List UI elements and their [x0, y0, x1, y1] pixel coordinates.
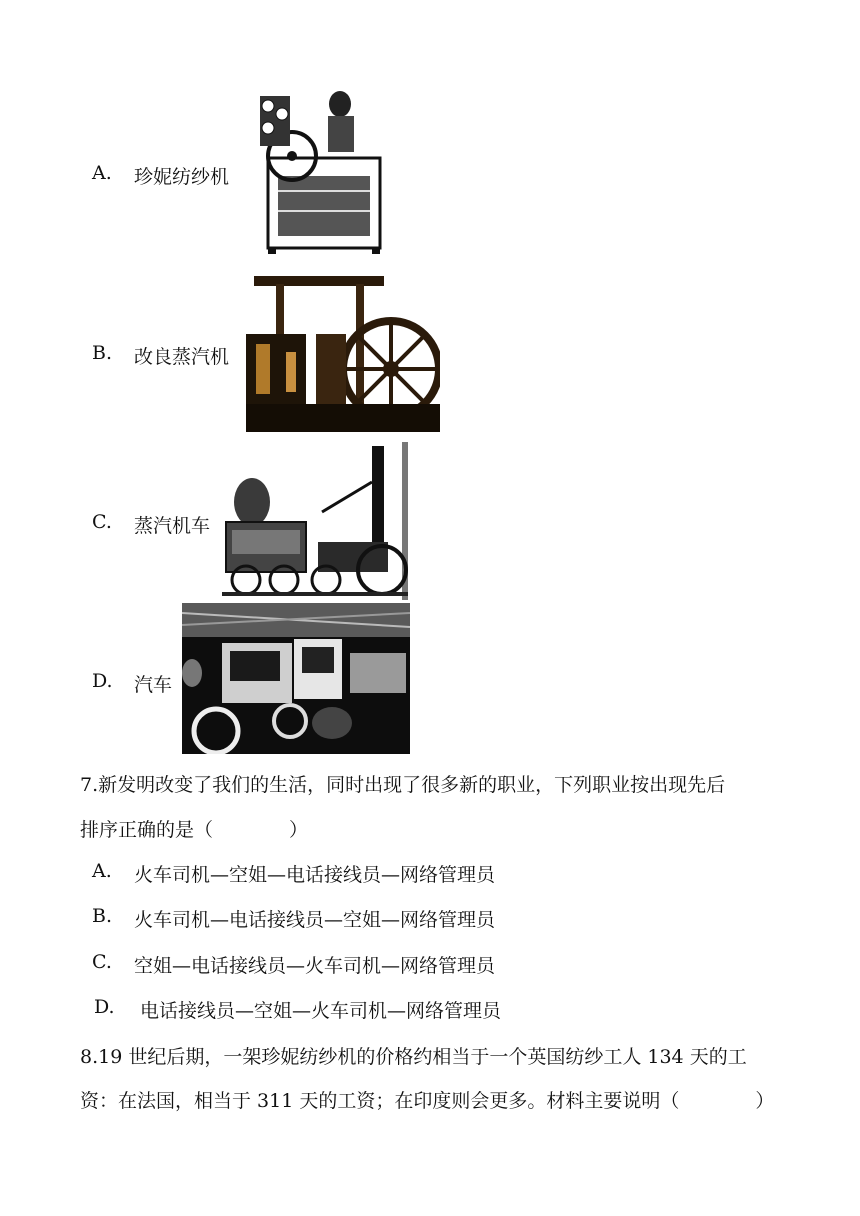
option-letter: A. — [92, 162, 112, 184]
steam-engine-image — [246, 274, 440, 432]
option-text: 珍妮纺纱机 — [134, 166, 230, 188]
option-letter: A. — [92, 860, 112, 882]
option-letter: C. — [92, 511, 112, 533]
option-letter: C. — [92, 951, 112, 973]
option-text: 改良蒸汽机 — [134, 346, 230, 368]
option-text: 空姐—电话接线员—火车司机—网络管理员 — [134, 955, 496, 977]
question-text: 7.新发明改变了我们的生活，同时出现了很多新的职业，下列职业按出现先后 — [80, 774, 726, 796]
option-text: 电话接线员—空姐—火车司机—网络管理员 — [140, 1000, 502, 1022]
spinning-jenny-image — [248, 86, 390, 254]
option-text: 火车司机—空姐—电话接线员—网络管理员 — [134, 864, 496, 886]
option-text: 火车司机—电话接线员—空姐—网络管理员 — [134, 909, 496, 931]
question-text: 排序正确的是（ ） — [80, 819, 309, 841]
option-letter: D. — [92, 670, 113, 692]
steam-locomotive-image — [222, 442, 408, 600]
question-text: 8.19 世纪后期，一架珍妮纺纱机的价格约相当于一个英国纺纱工人 134 天的工 — [80, 1046, 747, 1068]
automobile-image — [182, 603, 410, 754]
option-text: 蒸汽机车 — [134, 515, 211, 537]
option-text: 汽车 — [134, 674, 173, 696]
option-letter: B. — [92, 342, 113, 364]
option-letter: D. — [94, 996, 115, 1018]
question-text: 资：在法国，相当于 311 天的工资；在印度则会更多。材料主要说明（ ） — [80, 1090, 775, 1112]
option-letter: B. — [92, 905, 113, 927]
